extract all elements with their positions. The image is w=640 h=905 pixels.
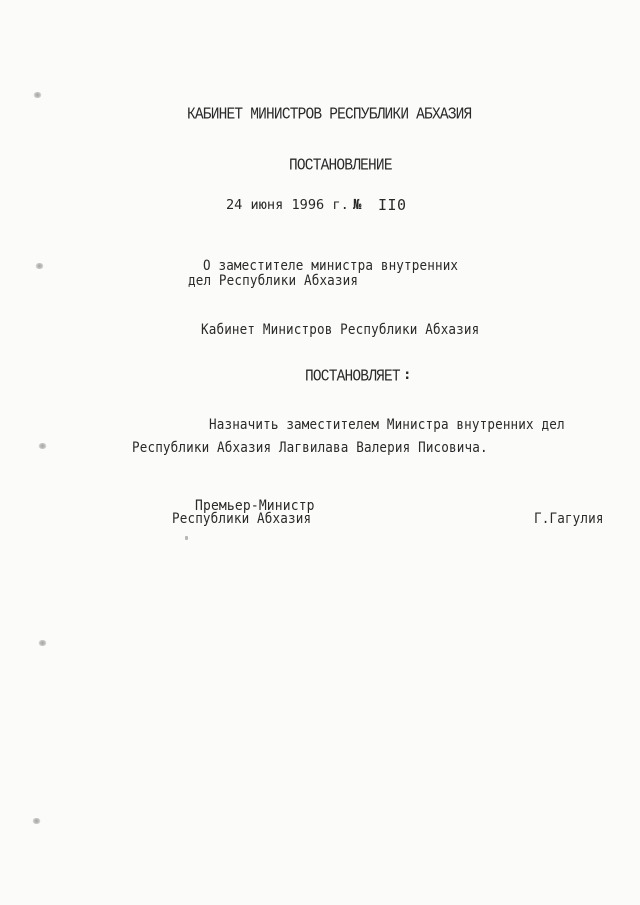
- punch-hole-mark: [33, 92, 42, 98]
- decrees-colon: :: [403, 367, 412, 383]
- document-number: II0: [378, 196, 407, 214]
- document-date: 24 июня 1996 г.: [226, 197, 349, 213]
- signatory-title-line-2: Республики Абхазия: [172, 509, 312, 527]
- number-sign: №: [353, 197, 362, 213]
- order-line-2: Республики Абхазия Лагвилава Валерия Писовича.: [132, 438, 488, 456]
- ink-speck: [185, 536, 188, 540]
- decrees-heading: ПОСТАНОВЛЯЕТ: [305, 367, 400, 387]
- subject-line-2: дел Республики Абхазия: [188, 271, 359, 289]
- punch-hole-mark: [35, 263, 44, 269]
- punch-hole-mark: [38, 640, 47, 646]
- header-organization: КАБИНЕТ МИНИСТРОВ РЕСПУБЛИКИ АБХАЗИЯ: [187, 105, 472, 125]
- cabinet-line: Кабинет Министров Республики Абхазия: [201, 320, 480, 338]
- document-type: ПОСТАНОВЛЕНИЕ: [289, 156, 392, 176]
- punch-hole-mark: [38, 443, 47, 449]
- subject-line-1: О заместителе министра внутренних: [203, 256, 459, 274]
- punch-hole-mark: [32, 818, 41, 824]
- signatory-name: Г.Гагулия: [534, 509, 604, 527]
- order-line-1: Назначить заместителем Министра внутренних дел: [209, 415, 565, 433]
- signatory-title-line-1: Премьер-Министр: [195, 497, 315, 515]
